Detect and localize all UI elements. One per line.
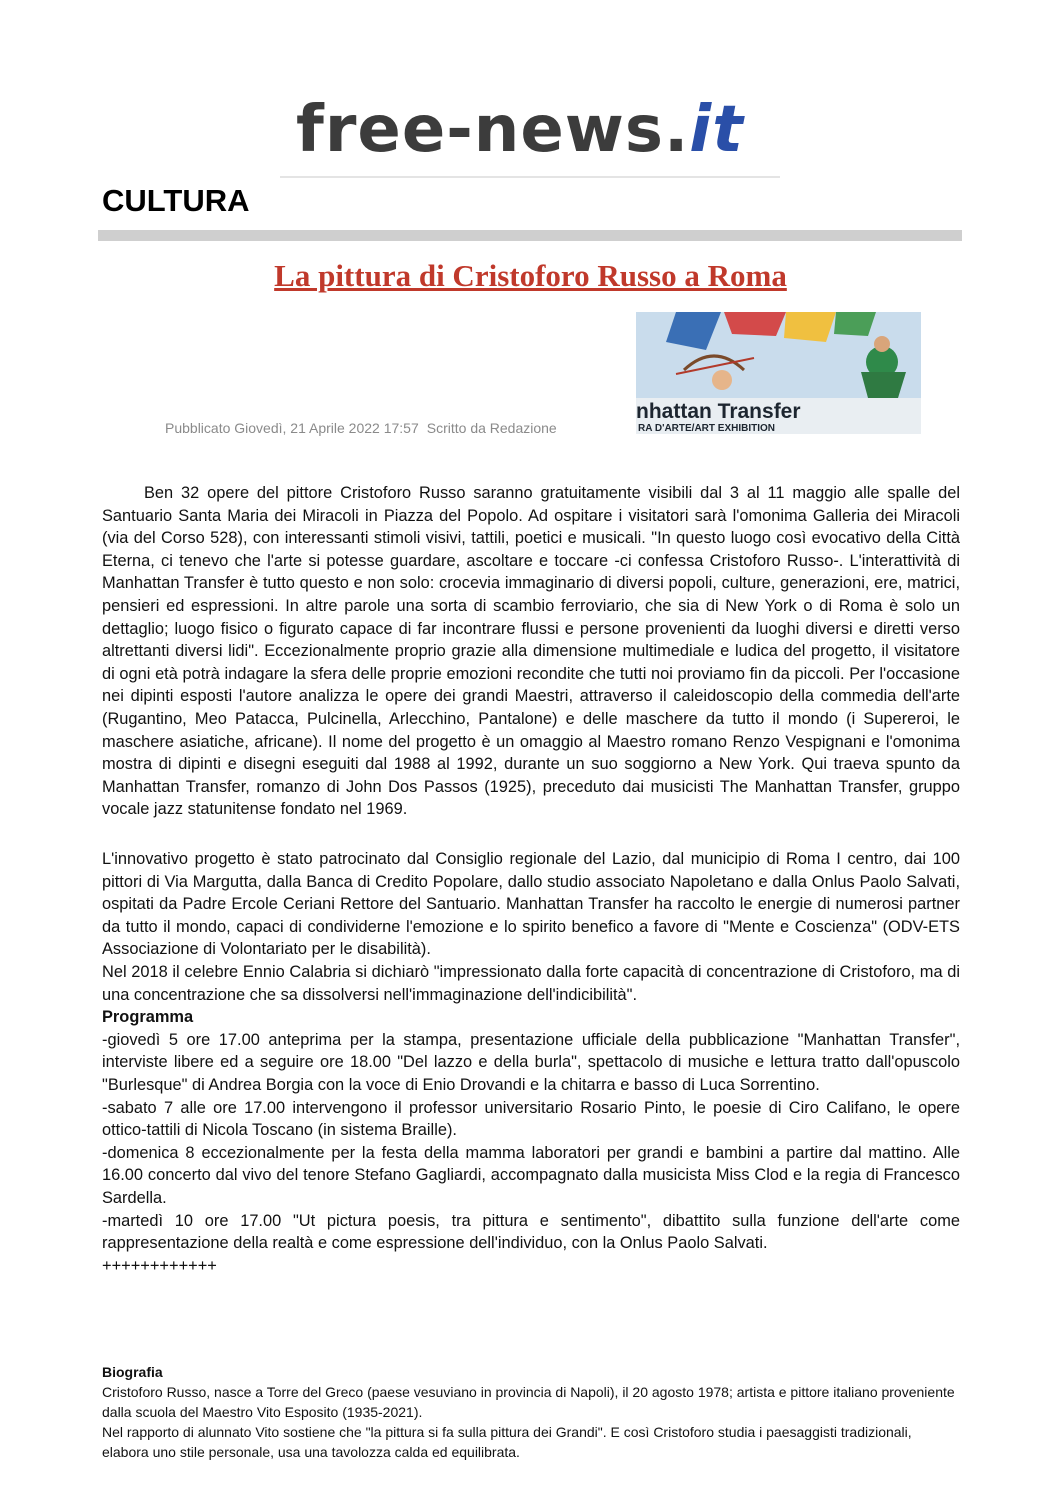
article-paragraph-2: L'innovativo progetto è stato patrocinato dal Consiglio regionale del Lazio, dal municipio di Roma I centro, dai 100 pittori di Via Margutta, dalla Banca di Credito Popolare, dallo studio associato Napoletano e dalla Onlus Paolo Salvati, ospitati da Padre Ercole Ceriani Rettore del Santuario. Manhattan Transfer ha raccolto le energie di numerosi partner da tutto il mondo, capaci di condividerne l'emozione e lo spirito benefico a favore di "Mente e Coscienza" (ODV-ETS Associazione di Volontariato per le disabilità). bbox=[102, 850, 960, 959]
section-label: CULTURA bbox=[102, 183, 250, 218]
article-body-continued bbox=[102, 848, 960, 1277]
site-logo[interactable] bbox=[296, 88, 776, 180]
section-divider bbox=[98, 230, 962, 241]
programma-item-3: -domenica 8 eccezionalmente per la festa della mamma laboratori per grandi e bambini a partire dal mattino. Alle 16.00 concerto dal vivo del tenore Stefano Gagliardi, accompagnato dalla musicista Miss Clod e la regia di Francesco Sardella. bbox=[102, 1143, 960, 1207]
logo-wordmark: free-news.it bbox=[296, 93, 744, 167]
programma-item-4: -martedì 10 ore 17.00 "Ut pictura poesis, tra pittura e sentimento", dibattito sulla funzione dell'arte come rappresentazione della realtà e come espressione dell'individuo, con la Onlus Paolo Salvati. bbox=[102, 1211, 960, 1253]
biography-heading: Biografia bbox=[102, 1364, 163, 1380]
image-caption-sub: RA D'ARTE/ART EXHIBITION bbox=[638, 423, 776, 434]
exhibition-image bbox=[636, 312, 921, 434]
biography-paragraph-1: Cristoforo Russo, nasce a Torre del Greco (paese vesuviano in provincia di Napoli), il 20 agosto 1978; artista e pittore italiano proveniente dalla scuola del Maestro Vito Esposito (1935-2021). bbox=[102, 1384, 955, 1420]
programma-item-1: -giovedì 5 ore 17.00 anteprima per la stampa, presentazione ufficiale della pubblicazione "Manhattan Transfer", interviste libere ed a seguire ore 18.00 "Del lazzo e della burla", spettacolo di musiche e lettura tratto dall'opuscolo "Burlesque" di Andrea Borgia con la voce di Enio Drovandi e la chitarra e basso di Luca Sorrentino. bbox=[102, 1030, 960, 1094]
separator-line: ++++++++++++ bbox=[102, 1256, 217, 1275]
author: Scritto da Redazione bbox=[426, 420, 557, 436]
biography bbox=[102, 1362, 962, 1462]
publish-date: Pubblicato Giovedì, 21 Aprile 2022 17:57 bbox=[165, 420, 419, 436]
programma-item-2: -sabato 7 alle ore 17.00 intervengono il professor universitario Rosario Pinto, le poesie di Ciro Califano, le opere ottico-tattili di Nicola Toscano (in sistema Braille). bbox=[102, 1098, 960, 1140]
article-paragraph-3: Nel 2018 il celebre Ennio Calabria si dichiarò "impressionato dalla forte capacità di concentrazione di Cristoforo, ma di una concentrazione che sa dissolversi nell'immaginazione dell'indicibilità". bbox=[102, 962, 960, 1004]
article-headline[interactable]: La pittura di Cristoforo Russo a Roma bbox=[274, 258, 787, 293]
article-byline bbox=[165, 420, 557, 436]
article-paragraph-1: Ben 32 opere del pittore Cristoforo Russo saranno gratuitamente visibili dal 3 al 11 maggio alle spalle del Santuario Santa Maria dei Miracoli in Piazza del Popolo. Ad ospitare i visitatori sarà l'omonima Galleria dei Miracoli (via del Corso 528), con interessanti stimoli visivi, tattili, poetici e musicali. "In questo luogo così evocativo della Città Eterna, ci tenevo che l'arte si potesse guardare, ascoltare e toccare -ci confessa Cristoforo Russo-. L'interattività di Manhattan Transfer è tutto questo e non solo: crocevia immaginario di diversi popoli, culture, generazioni, ere, matrici, pensieri ed espressioni. In altre parole una sorta di scambio ferroviario, che sia di New York o di Roma è solo un dettaglio; luogo fisico o figurato capace di far incontrare flussi e persone provenienti da luoghi diversi e diretti verso altrettanti diversi lidi". Eccezionalmente proprio grazie alla dimensione multimediale e ludica del progetto, il visitatore di ogni età potrà indagare la sfera delle proprie emozioni recondite che tutti noi proviamo fin da piccoli. Per l'occasione nei dipinti esposti l'autore analizza le opere dei grandi Maestri, attraverso il caleidoscopio della commedia dell'arte (Rugantino, Meo Patacca, Pulcinella, Arlecchino, Pantalone) e delle maschere da tutto il mondo (i Supereroi, le maschere asiatiche, africane). Il nome del progetto è un omaggio al Maestro romano Renzo Vespignani e l'omonima mostra di dipinti e disegni eseguiti dal 1988 al 1992, durante un suo soggiorno a New York. Qui traeva spunto da Manhattan Transfer, romanzo di John Dos Passos (1925), preceduto dai musicisti The Manhattan Transfer, gruppo vocale jazz statunitense fondato nel 1969. bbox=[102, 484, 960, 819]
logo-divider bbox=[280, 176, 780, 178]
programma-heading: Programma bbox=[102, 1008, 194, 1027]
biography-paragraph-2: Nel rapporto di alunnato Vito sostiene che "la pittura si fa sulla pittura dei Grandi". E così Cristoforo studia i paesaggisti tradizionali, elabora uno stile personale, usa una tavolozza calda ed equilibrata. bbox=[102, 1424, 912, 1460]
image-caption-main: nhattan Transfer bbox=[636, 400, 801, 423]
